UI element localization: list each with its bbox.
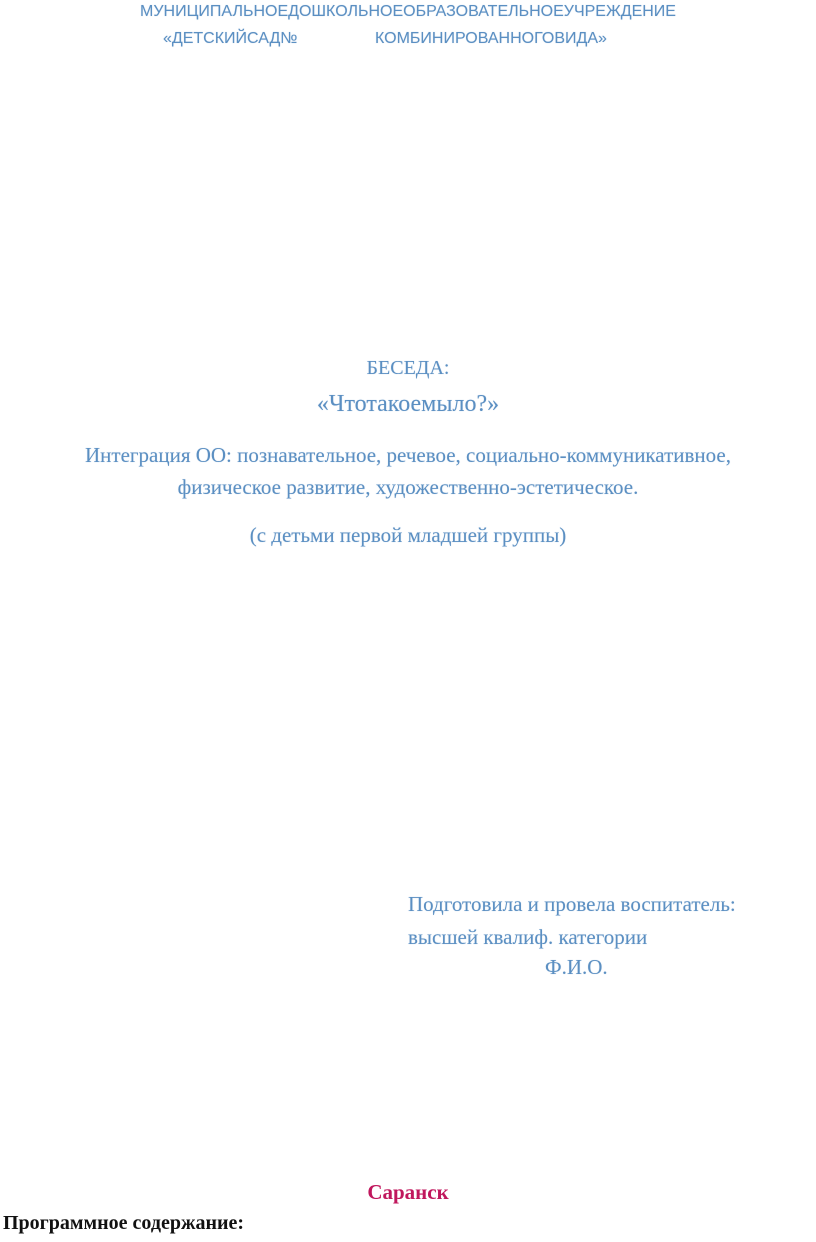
- integration-line2: физическое развитие, художественно-эстетическое.: [177, 475, 639, 499]
- institution-name-line2-right: КОМБИНИРОВАННОГОВИДА»: [375, 30, 607, 47]
- author-line2: высшей квалиф. категории: [408, 925, 648, 949]
- group-note: (с детьми первой младшей группы): [249, 523, 567, 547]
- institution-name-line2-left: «ДЕТСКИЙСАД№: [163, 30, 298, 47]
- document-title: «Чтотакоемыло?»: [316, 391, 500, 417]
- program-heading: Программное содержание:: [3, 1212, 245, 1234]
- conversation-label: БЕСЕДА:: [366, 357, 450, 379]
- author-name: Ф.И.О.: [545, 955, 608, 979]
- city-name: Саранск: [367, 1180, 449, 1204]
- institution-name-line1: МУНИЦИПАЛЬНОЕДОШКОЛЬНОЕОБРАЗОВАТЕЛЬНОЕУЧРЕЖДЕНИЕ: [140, 3, 676, 20]
- integration-line1: Интеграция ОО: познавательное, речевое, социально-коммуникативное,: [85, 443, 731, 467]
- author-line1: Подготовила и провела воспитатель:: [408, 892, 736, 916]
